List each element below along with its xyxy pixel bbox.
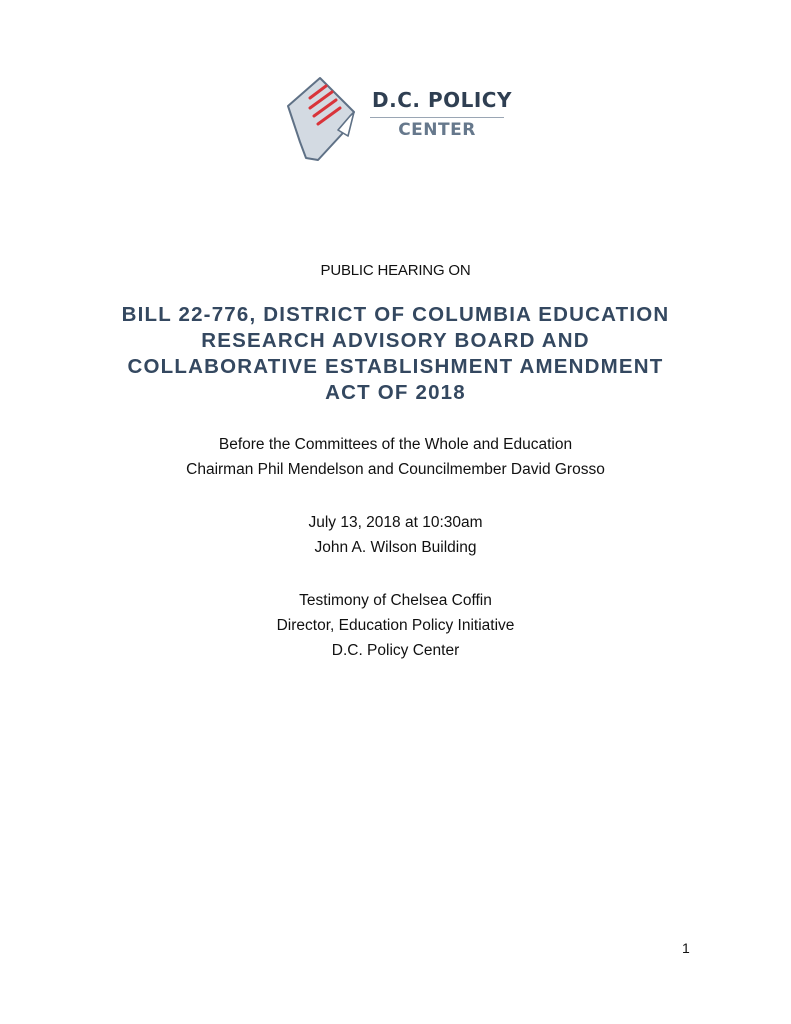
hearing-location: John A. Wilson Building [314,539,477,556]
author-title: Director, Education Policy Initiative [276,617,515,634]
chairs-line: Chairman Phil Mendelson and Councilmember David Grosso [186,461,605,478]
bill-title-line: RESEARCH ADVISORY BOARD AND [201,329,590,352]
logo-divider [370,117,504,118]
committee-block [0,432,791,482]
hearing-details [0,510,791,560]
hearing-date: July 13, 2018 at 10:30am [308,514,483,531]
testimony-block [0,588,791,663]
logo-wordmark-line1: D.C. POLICY [372,88,512,112]
testimony-author: Testimony of Chelsea Coffin [299,592,492,609]
dc-policy-center-logo [284,72,514,164]
bill-title-line: ACT OF 2018 [325,381,466,404]
hearing-kicker: PUBLIC HEARING ON [320,262,471,279]
author-organization: D.C. Policy Center [331,642,460,659]
dc-map-document-icon [284,72,360,162]
bill-title [60,302,731,406]
page-number: 1 [682,940,690,956]
bill-title-line: COLLABORATIVE ESTABLISHMENT AMENDMENT [127,355,664,378]
committee-line: Before the Committees of the Whole and Education [218,436,573,453]
logo-wordmark-line2: CENTER [398,120,476,140]
bill-title-line: BILL 22-776, DISTRICT OF COLUMBIA EDUCATION [121,303,670,326]
